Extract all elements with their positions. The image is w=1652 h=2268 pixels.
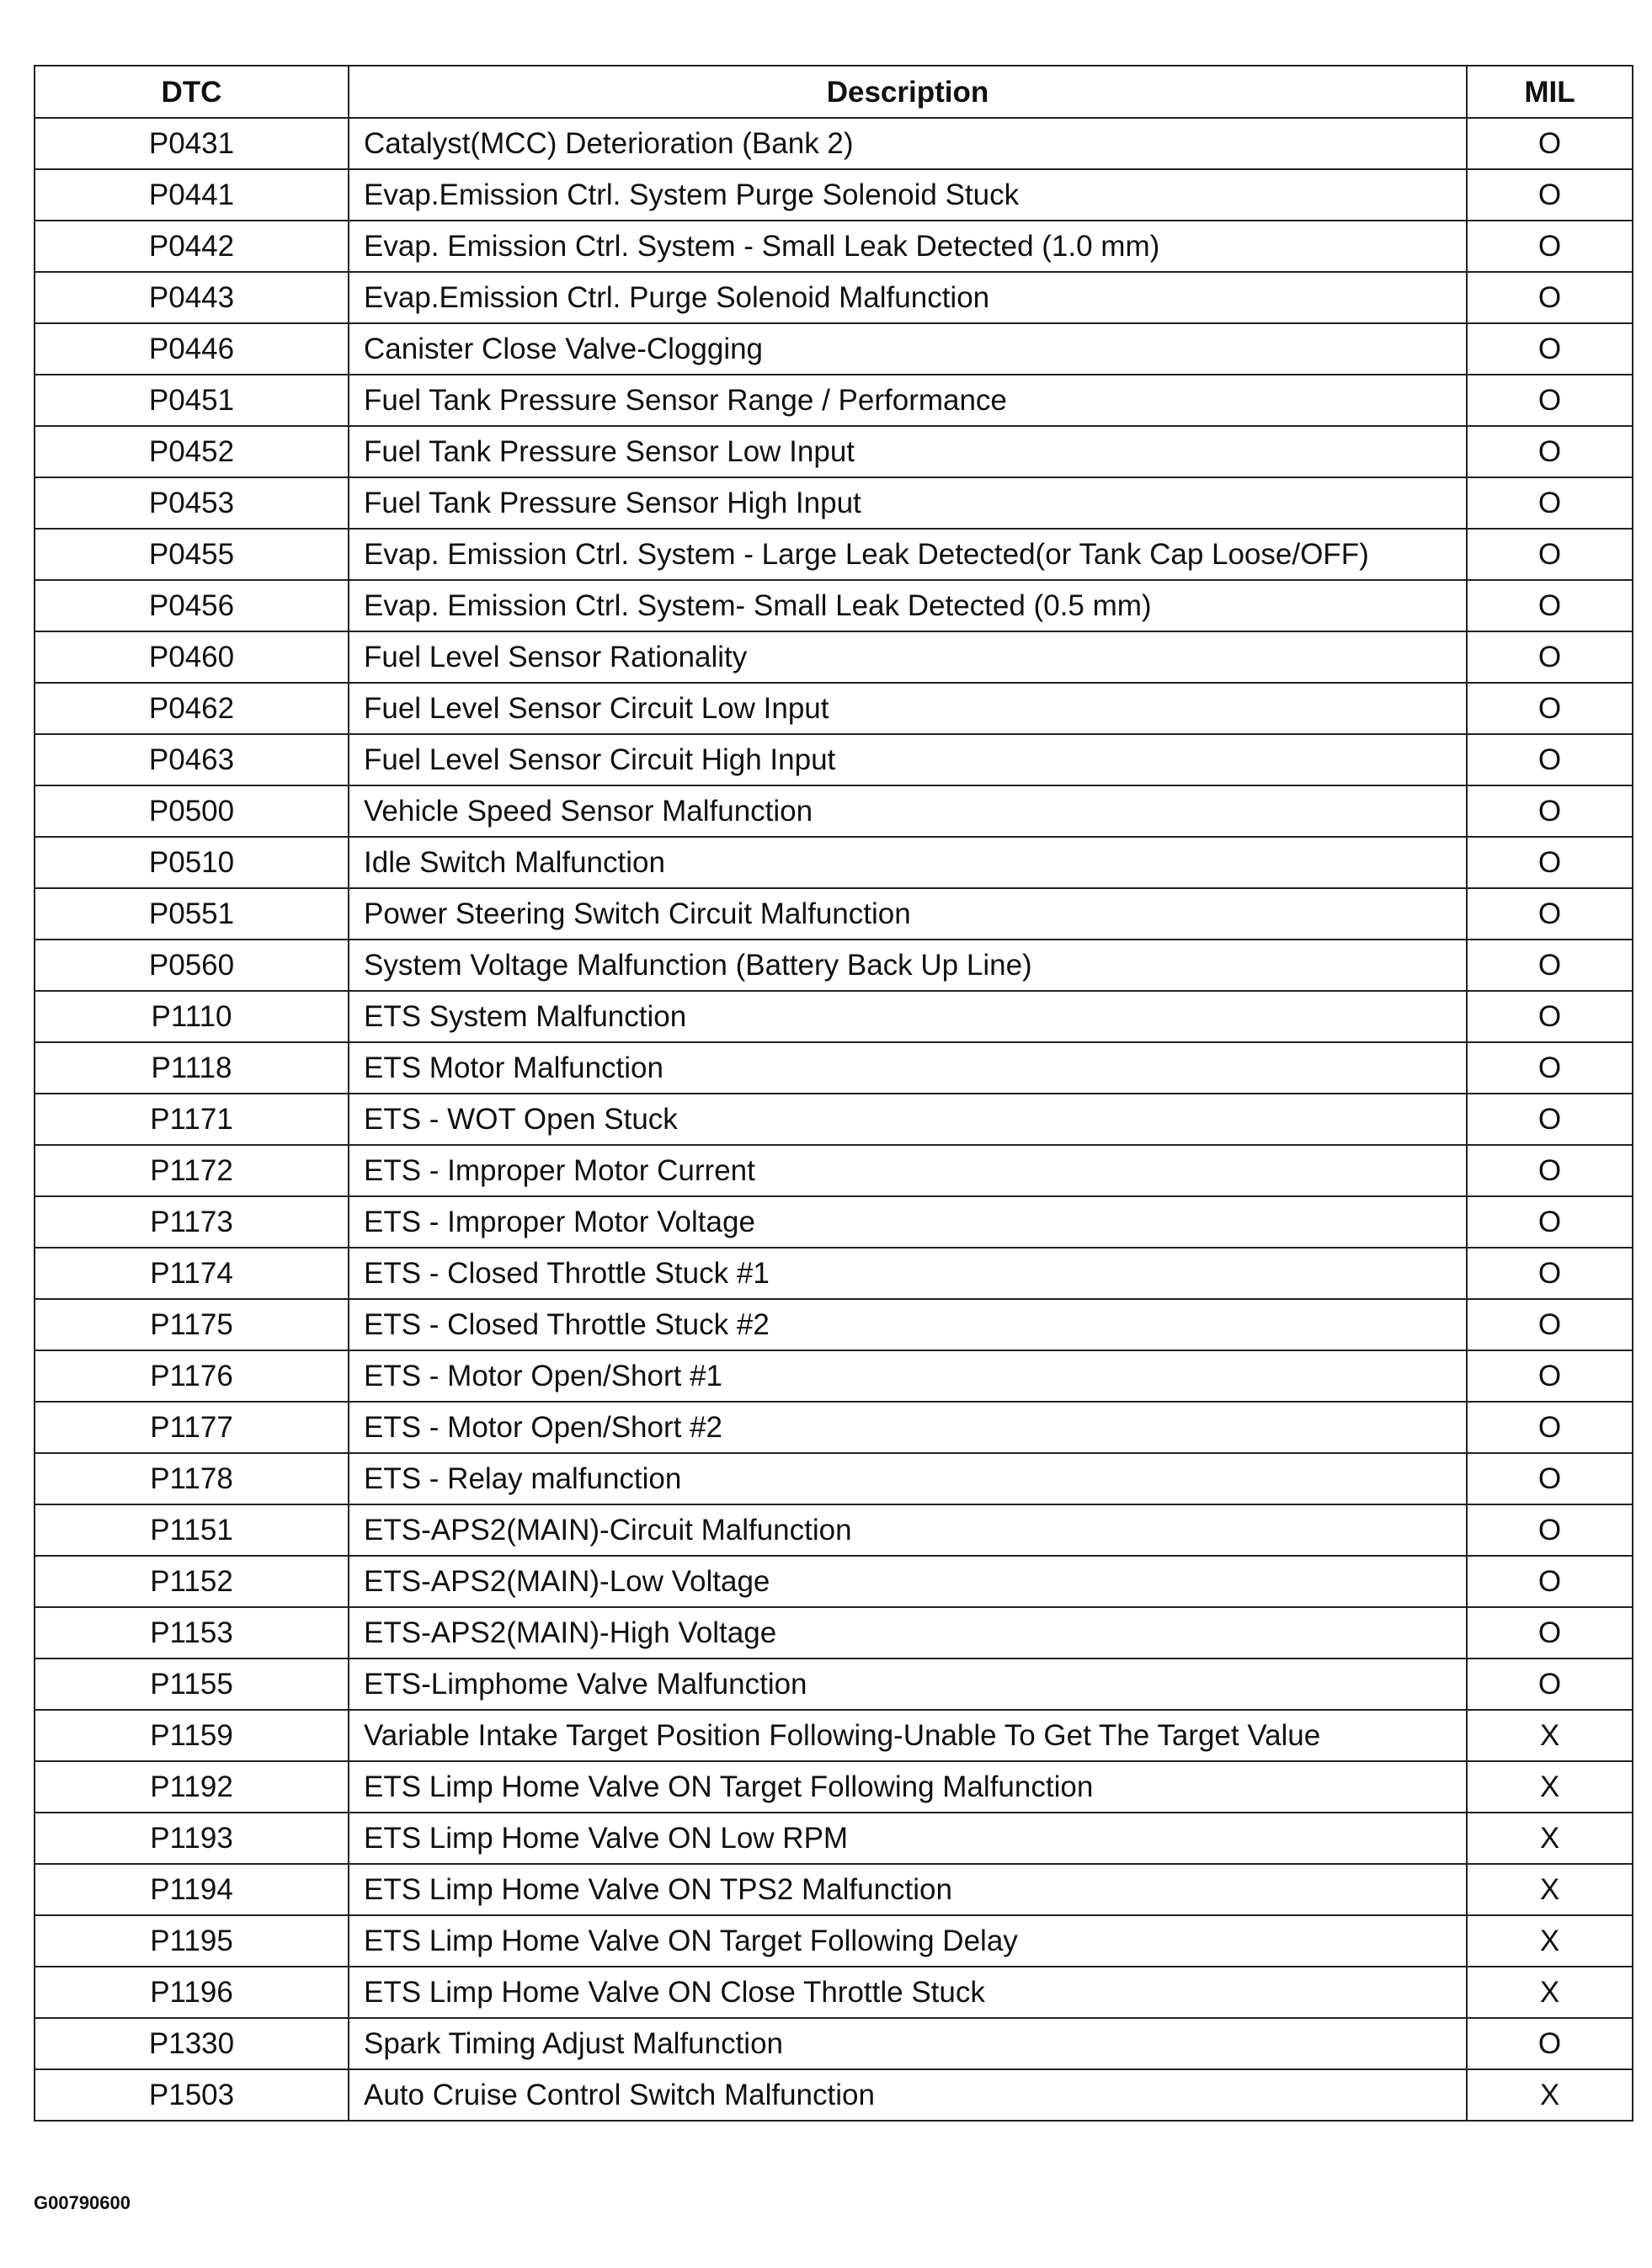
dtc-cell: P0443 bbox=[35, 272, 349, 323]
description-cell: ETS - WOT Open Stuck bbox=[349, 1094, 1467, 1145]
dtc-cell: P1159 bbox=[35, 1710, 349, 1761]
dtc-cell: P0463 bbox=[35, 734, 349, 785]
mil-cell: O bbox=[1467, 888, 1633, 940]
description-cell: ETS System Malfunction bbox=[349, 991, 1467, 1042]
mil-cell: X bbox=[1467, 1813, 1633, 1864]
dtc-cell: P0446 bbox=[35, 323, 349, 375]
mil-cell: X bbox=[1467, 1915, 1633, 1967]
mil-cell: O bbox=[1467, 221, 1633, 272]
table-row bbox=[35, 1350, 1633, 1402]
dtc-cell: P1176 bbox=[35, 1350, 349, 1402]
table-row bbox=[35, 837, 1633, 888]
table-row bbox=[35, 580, 1633, 631]
description-cell: Power Steering Switch Circuit Malfunction bbox=[349, 888, 1467, 940]
dtc-cell: P1118 bbox=[35, 1042, 349, 1094]
description-cell: ETS - Motor Open/Short #1 bbox=[349, 1350, 1467, 1402]
table-row bbox=[35, 683, 1633, 734]
mil-cell: O bbox=[1467, 734, 1633, 785]
table-row bbox=[35, 2018, 1633, 2069]
description-cell: ETS Limp Home Valve ON Close Throttle Stuck bbox=[349, 1967, 1467, 2018]
table-row bbox=[35, 272, 1633, 323]
dtc-cell: P0456 bbox=[35, 580, 349, 631]
table-row bbox=[35, 529, 1633, 580]
mil-cell: O bbox=[1467, 477, 1633, 529]
dtc-cell: P0442 bbox=[35, 221, 349, 272]
dtc-cell: P1196 bbox=[35, 1967, 349, 2018]
dtc-cell: P0441 bbox=[35, 169, 349, 221]
description-cell: Idle Switch Malfunction bbox=[349, 837, 1467, 888]
table-row bbox=[35, 426, 1633, 477]
dtc-cell: P1110 bbox=[35, 991, 349, 1042]
mil-cell: O bbox=[1467, 631, 1633, 683]
dtc-table bbox=[34, 65, 1633, 2122]
mil-cell: O bbox=[1467, 1504, 1633, 1556]
description-cell: ETS - Motor Open/Short #2 bbox=[349, 1402, 1467, 1453]
dtc-cell: P0500 bbox=[35, 785, 349, 837]
table-row bbox=[35, 1145, 1633, 1196]
dtc-cell: P0460 bbox=[35, 631, 349, 683]
description-cell: Spark Timing Adjust Malfunction bbox=[349, 2018, 1467, 2069]
description-cell: ETS - Relay malfunction bbox=[349, 1453, 1467, 1504]
mil-cell: O bbox=[1467, 1145, 1633, 1196]
mil-cell: O bbox=[1467, 1248, 1633, 1299]
dtc-cell: P0510 bbox=[35, 837, 349, 888]
description-cell: ETS Limp Home Valve ON Target Following Delay bbox=[349, 1915, 1467, 1967]
dtc-cell: P0453 bbox=[35, 477, 349, 529]
description-cell: Auto Cruise Control Switch Malfunction bbox=[349, 2069, 1467, 2121]
mil-cell: O bbox=[1467, 1042, 1633, 1094]
dtc-cell: P1175 bbox=[35, 1299, 349, 1350]
description-cell: ETS-APS2(MAIN)-High Voltage bbox=[349, 1607, 1467, 1658]
table-row bbox=[35, 1864, 1633, 1915]
dtc-cell: P1503 bbox=[35, 2069, 349, 2121]
table-row bbox=[35, 1658, 1633, 1710]
table-row bbox=[35, 991, 1633, 1042]
dtc-cell: P0431 bbox=[35, 118, 349, 169]
mil-cell: O bbox=[1467, 375, 1633, 426]
table-row bbox=[35, 1402, 1633, 1453]
dtc-cell: P1172 bbox=[35, 1145, 349, 1196]
mil-cell: O bbox=[1467, 529, 1633, 580]
description-cell: Canister Close Valve-Clogging bbox=[349, 323, 1467, 375]
dtc-cell: P1152 bbox=[35, 1556, 349, 1607]
description-cell: Fuel Level Sensor Circuit High Input bbox=[349, 734, 1467, 785]
mil-cell: O bbox=[1467, 785, 1633, 837]
mil-cell: O bbox=[1467, 1094, 1633, 1145]
description-cell: ETS-APS2(MAIN)-Low Voltage bbox=[349, 1556, 1467, 1607]
table-row bbox=[35, 221, 1633, 272]
mil-cell: O bbox=[1467, 1556, 1633, 1607]
mil-cell: X bbox=[1467, 2069, 1633, 2121]
description-cell: Fuel Level Sensor Rationality bbox=[349, 631, 1467, 683]
table-row bbox=[35, 785, 1633, 837]
dtc-cell: P0560 bbox=[35, 940, 349, 991]
dtc-cell: P1173 bbox=[35, 1196, 349, 1248]
table-row bbox=[35, 375, 1633, 426]
mil-cell: O bbox=[1467, 683, 1633, 734]
dtc-cell: P1178 bbox=[35, 1453, 349, 1504]
mil-cell: O bbox=[1467, 1453, 1633, 1504]
mil-cell: O bbox=[1467, 272, 1633, 323]
table-row bbox=[35, 1915, 1633, 1967]
description-cell: Vehicle Speed Sensor Malfunction bbox=[349, 785, 1467, 837]
mil-cell: O bbox=[1467, 1402, 1633, 1453]
table-row bbox=[35, 169, 1633, 221]
table-row bbox=[35, 323, 1633, 375]
description-cell: ETS Limp Home Valve ON Low RPM bbox=[349, 1813, 1467, 1864]
description-cell: System Voltage Malfunction (Battery Back Up Line) bbox=[349, 940, 1467, 991]
description-cell: ETS Motor Malfunction bbox=[349, 1042, 1467, 1094]
table-row bbox=[35, 631, 1633, 683]
mil-cell: O bbox=[1467, 1299, 1633, 1350]
mil-cell: O bbox=[1467, 1350, 1633, 1402]
description-cell: ETS - Improper Motor Current bbox=[349, 1145, 1467, 1196]
description-cell: ETS Limp Home Valve ON Target Following Malfunction bbox=[349, 1761, 1467, 1813]
dtc-cell: P0451 bbox=[35, 375, 349, 426]
header-description: Description bbox=[349, 66, 1467, 118]
description-cell: Catalyst(MCC) Deterioration (Bank 2) bbox=[349, 118, 1467, 169]
description-cell: Evap.Emission Ctrl. System Purge Solenoid Stuck bbox=[349, 169, 1467, 221]
table-row bbox=[35, 477, 1633, 529]
dtc-cell: P1193 bbox=[35, 1813, 349, 1864]
table-header-row bbox=[35, 66, 1633, 118]
description-cell: ETS Limp Home Valve ON TPS2 Malfunction bbox=[349, 1864, 1467, 1915]
dtc-cell: P1194 bbox=[35, 1864, 349, 1915]
table-row bbox=[35, 1453, 1633, 1504]
dtc-cell: P1151 bbox=[35, 1504, 349, 1556]
mil-cell: O bbox=[1467, 118, 1633, 169]
dtc-cell: P1171 bbox=[35, 1094, 349, 1145]
table-row bbox=[35, 2069, 1633, 2121]
mil-cell: O bbox=[1467, 169, 1633, 221]
table-row bbox=[35, 1607, 1633, 1658]
description-cell: Evap. Emission Ctrl. System - Large Leak Detected(or Tank Cap Loose/OFF) bbox=[349, 529, 1467, 580]
table-row bbox=[35, 888, 1633, 940]
description-cell: Fuel Tank Pressure Sensor Range / Performance bbox=[349, 375, 1467, 426]
mil-cell: O bbox=[1467, 837, 1633, 888]
description-cell: Fuel Tank Pressure Sensor High Input bbox=[349, 477, 1467, 529]
description-cell: ETS - Closed Throttle Stuck #1 bbox=[349, 1248, 1467, 1299]
table-row bbox=[35, 1556, 1633, 1607]
header-mil: MIL bbox=[1467, 66, 1633, 118]
description-cell: Evap. Emission Ctrl. System- Small Leak Detected (0.5 mm) bbox=[349, 580, 1467, 631]
table-row bbox=[35, 1710, 1633, 1761]
mil-cell: O bbox=[1467, 323, 1633, 375]
table-row bbox=[35, 1196, 1633, 1248]
table-body bbox=[35, 118, 1633, 2121]
mil-cell: X bbox=[1467, 1864, 1633, 1915]
mil-cell: O bbox=[1467, 426, 1633, 477]
dtc-cell: P0551 bbox=[35, 888, 349, 940]
mil-cell: O bbox=[1467, 940, 1633, 991]
dtc-cell: P1174 bbox=[35, 1248, 349, 1299]
description-cell: Variable Intake Target Position Following-Unable To Get The Target Value bbox=[349, 1710, 1467, 1761]
mil-cell: O bbox=[1467, 991, 1633, 1042]
mil-cell: O bbox=[1467, 1607, 1633, 1658]
mil-cell: X bbox=[1467, 1710, 1633, 1761]
mil-cell: X bbox=[1467, 1967, 1633, 2018]
table-row bbox=[35, 940, 1633, 991]
table-row bbox=[35, 1042, 1633, 1094]
table-row bbox=[35, 118, 1633, 169]
mil-cell: X bbox=[1467, 1761, 1633, 1813]
dtc-cell: P1195 bbox=[35, 1915, 349, 1967]
description-cell: ETS-Limphome Valve Malfunction bbox=[349, 1658, 1467, 1710]
description-cell: Evap. Emission Ctrl. System - Small Leak Detected (1.0 mm) bbox=[349, 221, 1467, 272]
description-cell: ETS - Closed Throttle Stuck #2 bbox=[349, 1299, 1467, 1350]
dtc-cell: P1155 bbox=[35, 1658, 349, 1710]
dtc-cell: P1192 bbox=[35, 1761, 349, 1813]
table-row bbox=[35, 1299, 1633, 1350]
dtc-cell: P0455 bbox=[35, 529, 349, 580]
mil-cell: O bbox=[1467, 580, 1633, 631]
table-row bbox=[35, 1967, 1633, 2018]
dtc-cell: P1153 bbox=[35, 1607, 349, 1658]
dtc-cell: P0462 bbox=[35, 683, 349, 734]
mil-cell: O bbox=[1467, 2018, 1633, 2069]
table-row bbox=[35, 1761, 1633, 1813]
table-row bbox=[35, 1094, 1633, 1145]
dtc-cell: P1177 bbox=[35, 1402, 349, 1453]
table-row bbox=[35, 1248, 1633, 1299]
dtc-cell: P1330 bbox=[35, 2018, 349, 2069]
description-cell: Fuel Tank Pressure Sensor Low Input bbox=[349, 426, 1467, 477]
description-cell: ETS - Improper Motor Voltage bbox=[349, 1196, 1467, 1248]
description-cell: Fuel Level Sensor Circuit Low Input bbox=[349, 683, 1467, 734]
mil-cell: O bbox=[1467, 1196, 1633, 1248]
header-dtc: DTC bbox=[35, 66, 349, 118]
description-cell: ETS-APS2(MAIN)-Circuit Malfunction bbox=[349, 1504, 1467, 1556]
dtc-cell: P0452 bbox=[35, 426, 349, 477]
table-row bbox=[35, 1504, 1633, 1556]
table-row bbox=[35, 1813, 1633, 1864]
mil-cell: O bbox=[1467, 1658, 1633, 1710]
figure-code: G00790600 bbox=[34, 2192, 131, 2213]
description-cell: Evap.Emission Ctrl. Purge Solenoid Malfunction bbox=[349, 272, 1467, 323]
table-row bbox=[35, 734, 1633, 785]
